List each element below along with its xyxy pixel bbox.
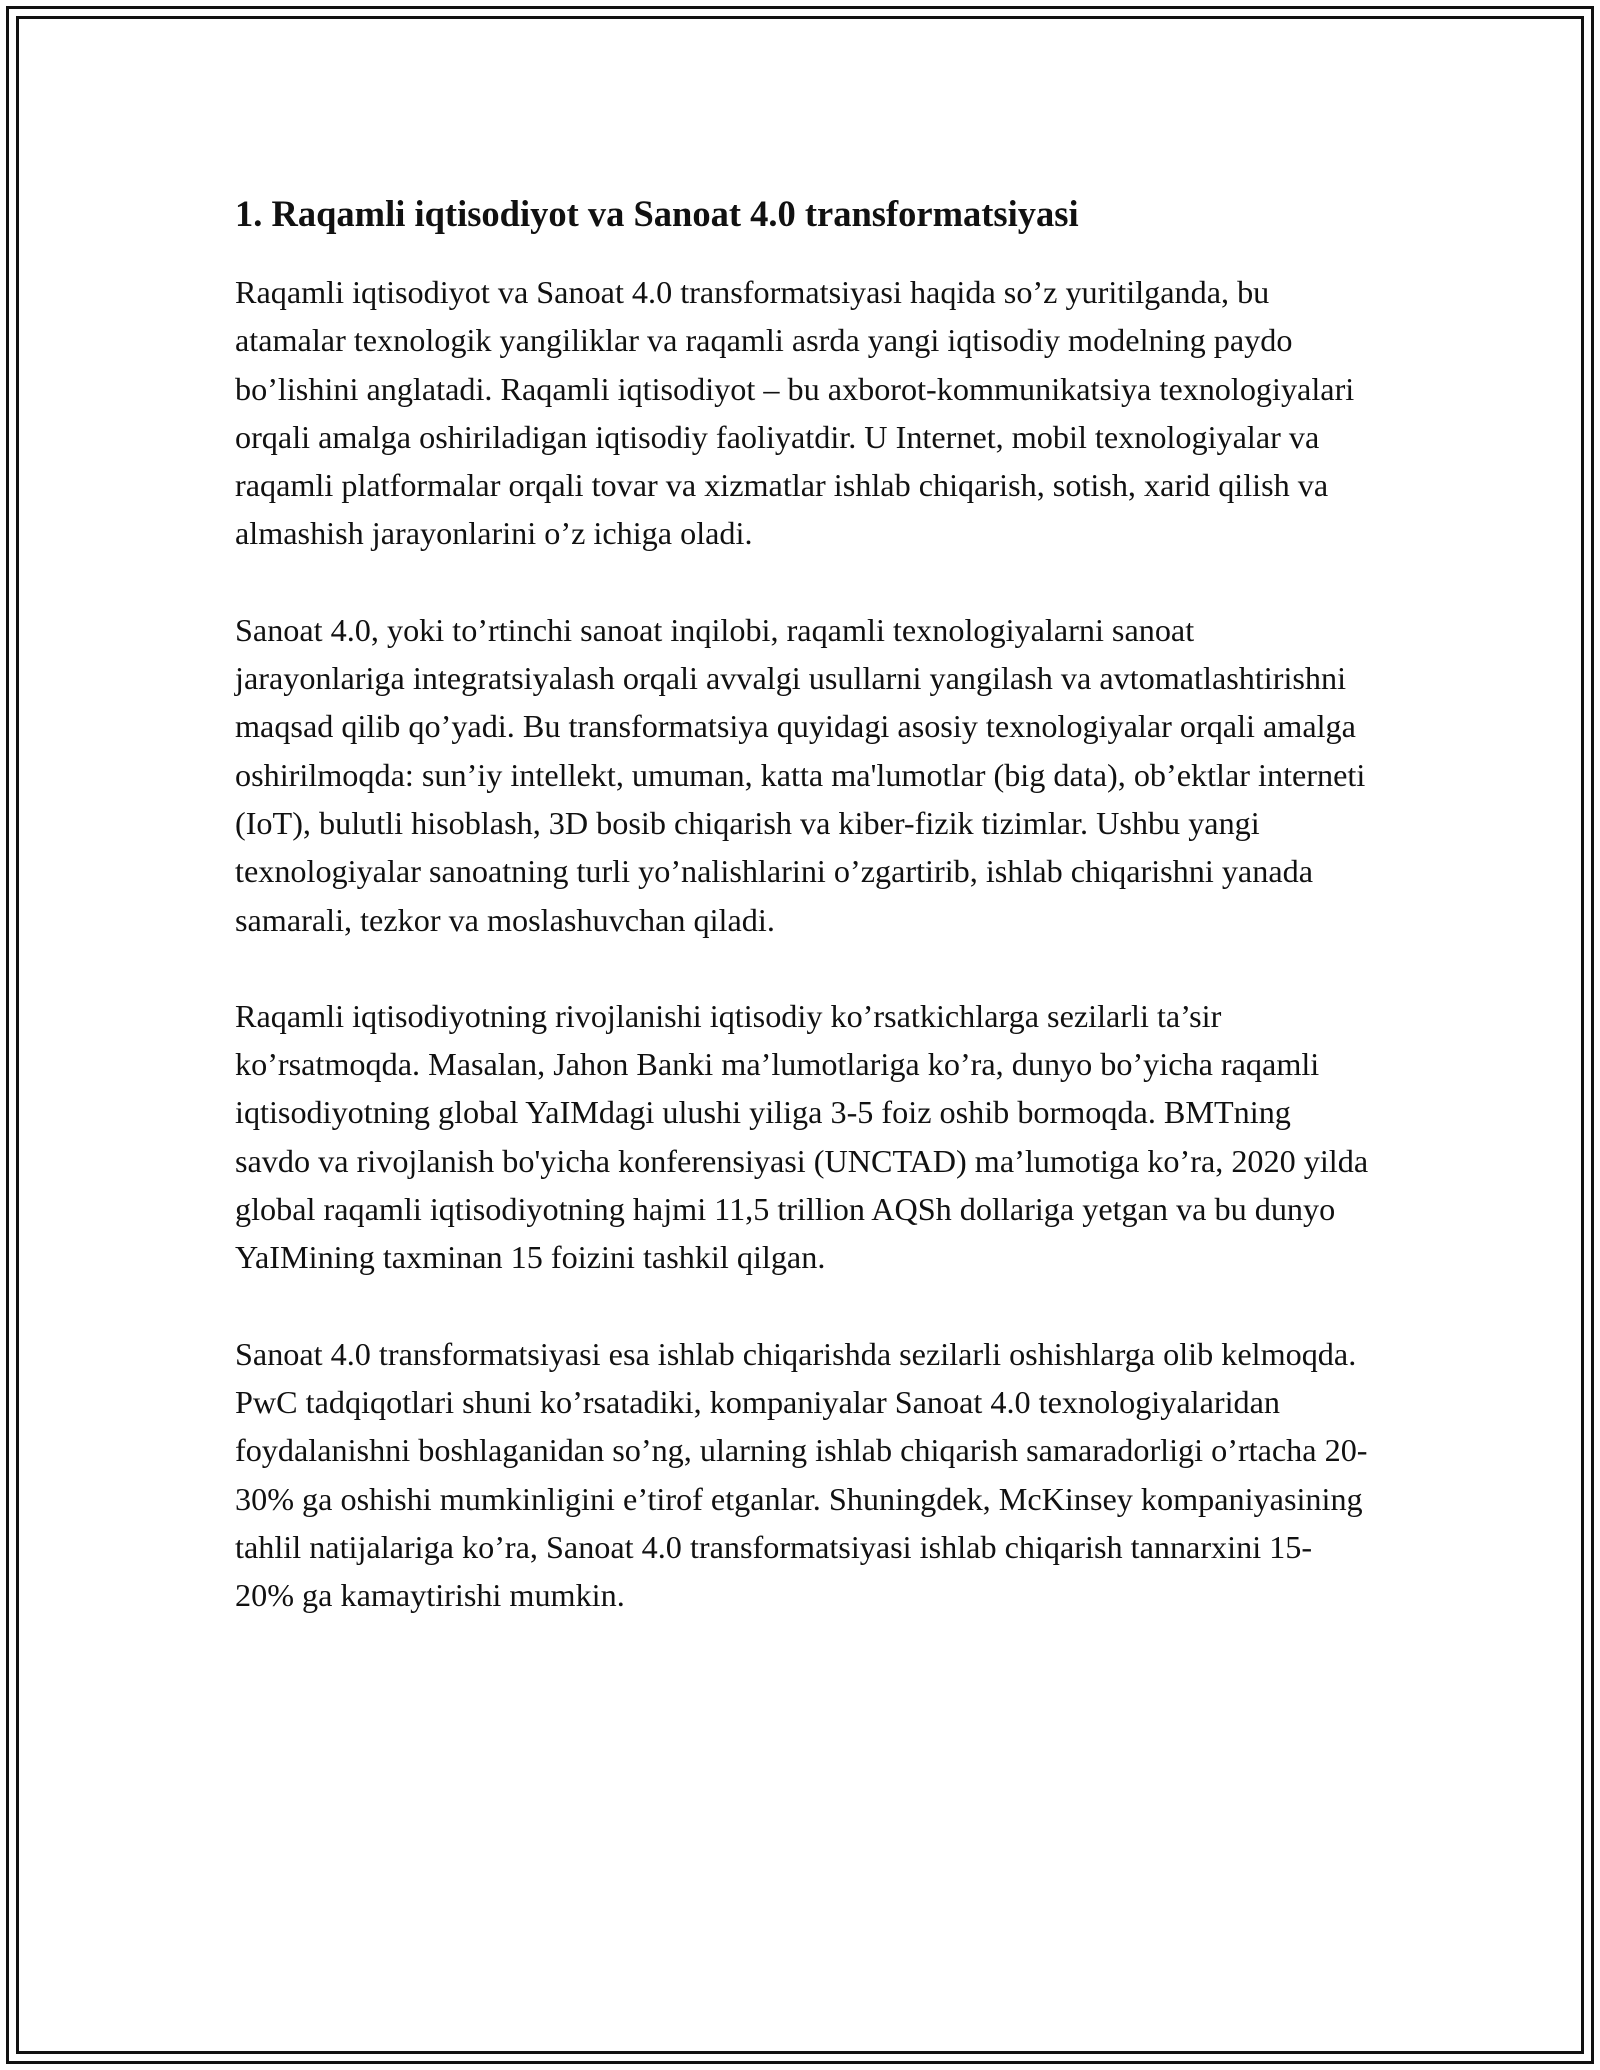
section-heading: 1. Raqamli iqtisodiyot va Sanoat 4.0 transformatsiyasi [235,193,1079,234]
paragraph-3: Raqamli iqtisodiyotning rivojlanishi iqtisodiy ko’rsatkichlarga sezilarli ta’sir ko’rsatmoqda. Masalan, Jahon Banki ma’lumotlariga ko’ra, dunyo bo’yicha raqamli iqtisodiyotning global YaIMdagi ulushi yiliga 3-5 foiz oshib bormoqda. BMTning savdo va rivojlanish bo'yicha konferensiyasi (UNCTAD) ma’lumotiga ko’ra, 2020 yilda global raqamli iqtisodiyotning hajmi 11,5 trillion AQSh dollariga yetgan va bu dunyo YaIMining taxminan 15 foizini tashkil qilgan. [235,997,1369,1276]
paragraph-1: Raqamli iqtisodiyot va Sanoat 4.0 transformatsiyasi haqida so’z yuritilganda, bu atamalar texnologik yangiliklar va raqamli asrda yangi iqtisodiy modelning paydo bo’lishini anglatadi. Raqamli iqtisodiyot – bu axborot-kommunikatsiya texnologiyalari orqali amalga oshiriladigan iqtisodiy faoliyatdir. U Internet, mobil texnologiyalar va raqamli platformalar orqali tovar va xizmatlar ishlab chiqarish, sotish, xarid qilish va almashish jarayonlarini o’z ichiga oladi. [235,274,1355,552]
paragraph-2: Sanoat 4.0, yoki to’rtinchi sanoat inqilobi, raqamli texnologiyalarni sanoat jarayonlariga integratsiyalash orqali avvalgi usullarni yangilash va avtomatlashtirishni maqsad qilib qo’yadi. Bu transformatsiya quyidagi asosiy texnologiyalar orqali amalga oshirilmoqda: sun’iy intellekt, umuman, katta ma'lumotlar (big data), ob’ektlar interneti (IoT), bulutli hisoblash, 3D bosib chiqarish va kiber-fizik tizimlar. Ushbu yangi texnologiyalar sanoatning turli yo’nalishlarini o’zgartirib, ishlab chiqarishni yanada samarali, tezkor va moslashuvchan qiladi. [235,611,1366,938]
document-body [235,188,1370,1667]
paragraph-4: Sanoat 4.0 transformatsiyasi esa ishlab chiqarishda sezilarli oshishlarga olib kelmoqda. PwC tadqiqotlari shuni ko’rsatadiki, kompaniyalar Sanoat 4.0 texnologiyalaridan foydalanishni boshlaganidan so’ng, ularning ishlab chiqarish samaradorligi o’rtacha 20-30% ga oshishi mumkinligini e’tirof etganlar. Shuningdek, McKinsey kompaniyasining tahlil natijalariga ko’ra, Sanoat 4.0 transformatsiyasi ishlab chiqarish tannarxini 15-20% ga kamaytirishi mumkin. [235,1335,1368,1614]
